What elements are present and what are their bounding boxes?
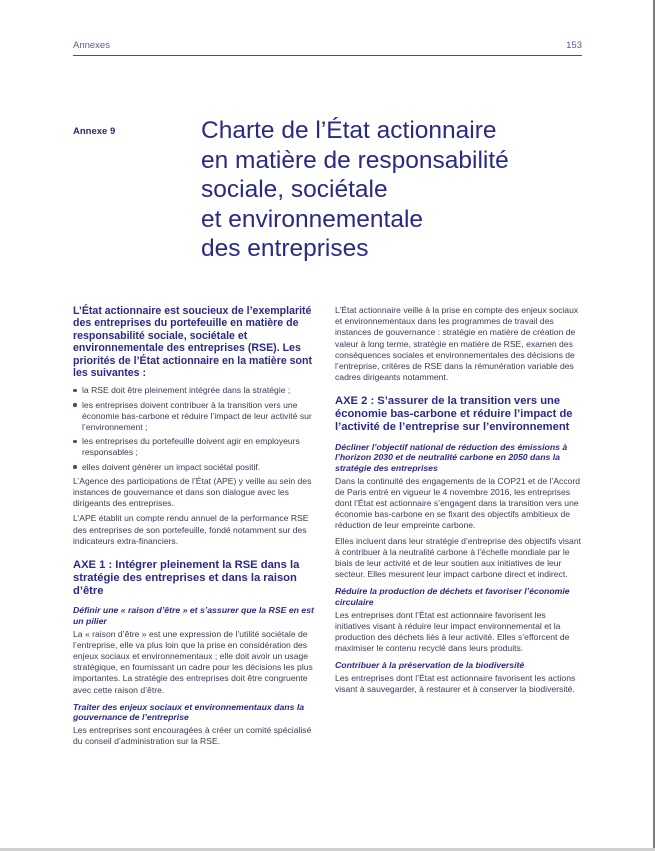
axe2-heading: AXE 2 : S’assurer de la transition vers une économie bas-carbone et réduire l’impact de l’activité de l’entreprise sur l’environnement <box>335 395 573 434</box>
body-paragraph: L’État actionnaire veille à la prise en compte des enjeux sociaux et environnementaux dans les programmes de travail des instances de gouvernance : stratégie en matière de création de valeur à long terme, stratégie en matière de RSE, examen des conséquences sociales et environnementales des décisions de l’entreprise, critères de RSE dans la rémunération variable des cadres dirigeants notamment. <box>335 305 579 383</box>
page-number: 153 <box>566 40 582 51</box>
annex-label: Annexe 9 <box>73 126 116 137</box>
body-paragraph: Elles incluent dans leur stratégie d’entreprise des objectifs visant à contribuer à la neutralité carbone à l’échelle mondiale par le biais de leur activité et de leur soutien aux initiatives de leur secteur. Elles mesurent leur impact carbone direct et indirect. <box>335 535 582 580</box>
axe1-subheading-raison-detre: Définir une « raison d’être » et s’assurer que la RSE en est un pilier <box>73 605 314 627</box>
list-item: elles doivent générer un impact sociétal positif. <box>73 462 321 473</box>
title-line: Charte de l’État actionnaire <box>201 117 497 144</box>
right-column <box>335 305 583 699</box>
axe2-subheading-dechets: Réduire la production de déchets et favoriser l’économie circulaire <box>335 586 570 608</box>
header-divider <box>73 55 582 56</box>
list-item: les entreprises doivent contribuer à la transition vers une économie bas-carbone et réduire l’impact de leur activité sur l’environnement ; <box>73 400 321 434</box>
body-paragraph: Les entreprises dont l’État est actionnaire favorisent les actions visant à sauvegarder, à restaurer et à conserver la biodiversité. <box>335 673 576 695</box>
body-paragraph: La « raison d’être » est une expression de l’utilité sociétale de l’entreprise, elle va plus loin que la prise en considération des enjeux sociaux et environnementaux ; elle doit avoir un usage stratégique, en fournissant un cadre pour les décisions les plus importantes. La stratégie des entreprises doit être congruente avec cette raison d’être. <box>73 628 313 695</box>
running-header-section: Annexes <box>73 40 110 51</box>
axe2-subheading-objectif-national: Décliner l’objectif national de réduction des émissions à l’horizon 2030 et de neutralité carbone en 2050 dans la stratégie des entreprises <box>335 441 568 473</box>
intro-paragraph: L’État actionnaire est soucieux de l’exemplarité des entreprises du portefeuille en matière de responsabilité sociale, sociétale et environnementale des entreprises (RSE). Les priorités de l’État actionnaire en la matière sont les suivantes : <box>73 305 313 380</box>
list-item: les entreprises du portefeuille doivent agir en employeurs responsables ; <box>73 436 321 458</box>
body-paragraph: L’Agence des participations de l’État (APE) y veille au sein des instances de gouvernance et dans son dialogue avec les dirigeants des entreprises. <box>73 475 312 509</box>
left-column <box>73 305 321 751</box>
title-line: et environnementale <box>201 205 424 233</box>
axe2-subheading-biodiversite: Contribuer à la préservation de la biodiversité <box>335 660 525 671</box>
priorities-list <box>73 385 321 472</box>
body-paragraph: Les entreprises sont encouragées à créer un comité spécialisé du conseil d’administration sur la RSE. <box>73 725 312 747</box>
title-line: en matière de responsabilité <box>201 146 509 174</box>
axe1-subheading-gouvernance: Traiter des enjeux sociaux et environnementaux dans la gouvernance de l’entreprise <box>73 701 305 723</box>
body-paragraph: Dans la continuité des engagements de la COP21 et de l’Accord de Paris entré en vigueur le 4 novembre 2016, les entreprises dont l’État est actionnaire s’engagent dans la transition vers une économie bas-carbone en se fixant des objectifs ambitieux de réduction de leur empreinte carbone. <box>335 475 581 531</box>
page-title <box>201 116 591 264</box>
axe1-heading: AXE 1 : Intégrer pleinement la RSE dans la stratégie des entreprises et dans la raison d’être <box>73 559 300 597</box>
title-line: des entreprises <box>201 235 369 262</box>
body-paragraph: L’APE établit un compte rendu annuel de la performance RSE des entreprises de son portefeuille, fondé notamment sur des indicateurs extra-financiers. <box>73 513 309 546</box>
body-paragraph: Les entreprises dont l’État est actionnaire favorisent les initiatives visant à réduire leur impact environnemental et la production des déchets liés à leur activité. Elles s’efforcent de maximiser le contenu recyclé dans leurs produits. <box>335 609 570 654</box>
list-item: la RSE doit être pleinement intégrée dans la stratégie ; <box>73 385 321 396</box>
title-line: sociale, sociétale <box>201 176 388 203</box>
